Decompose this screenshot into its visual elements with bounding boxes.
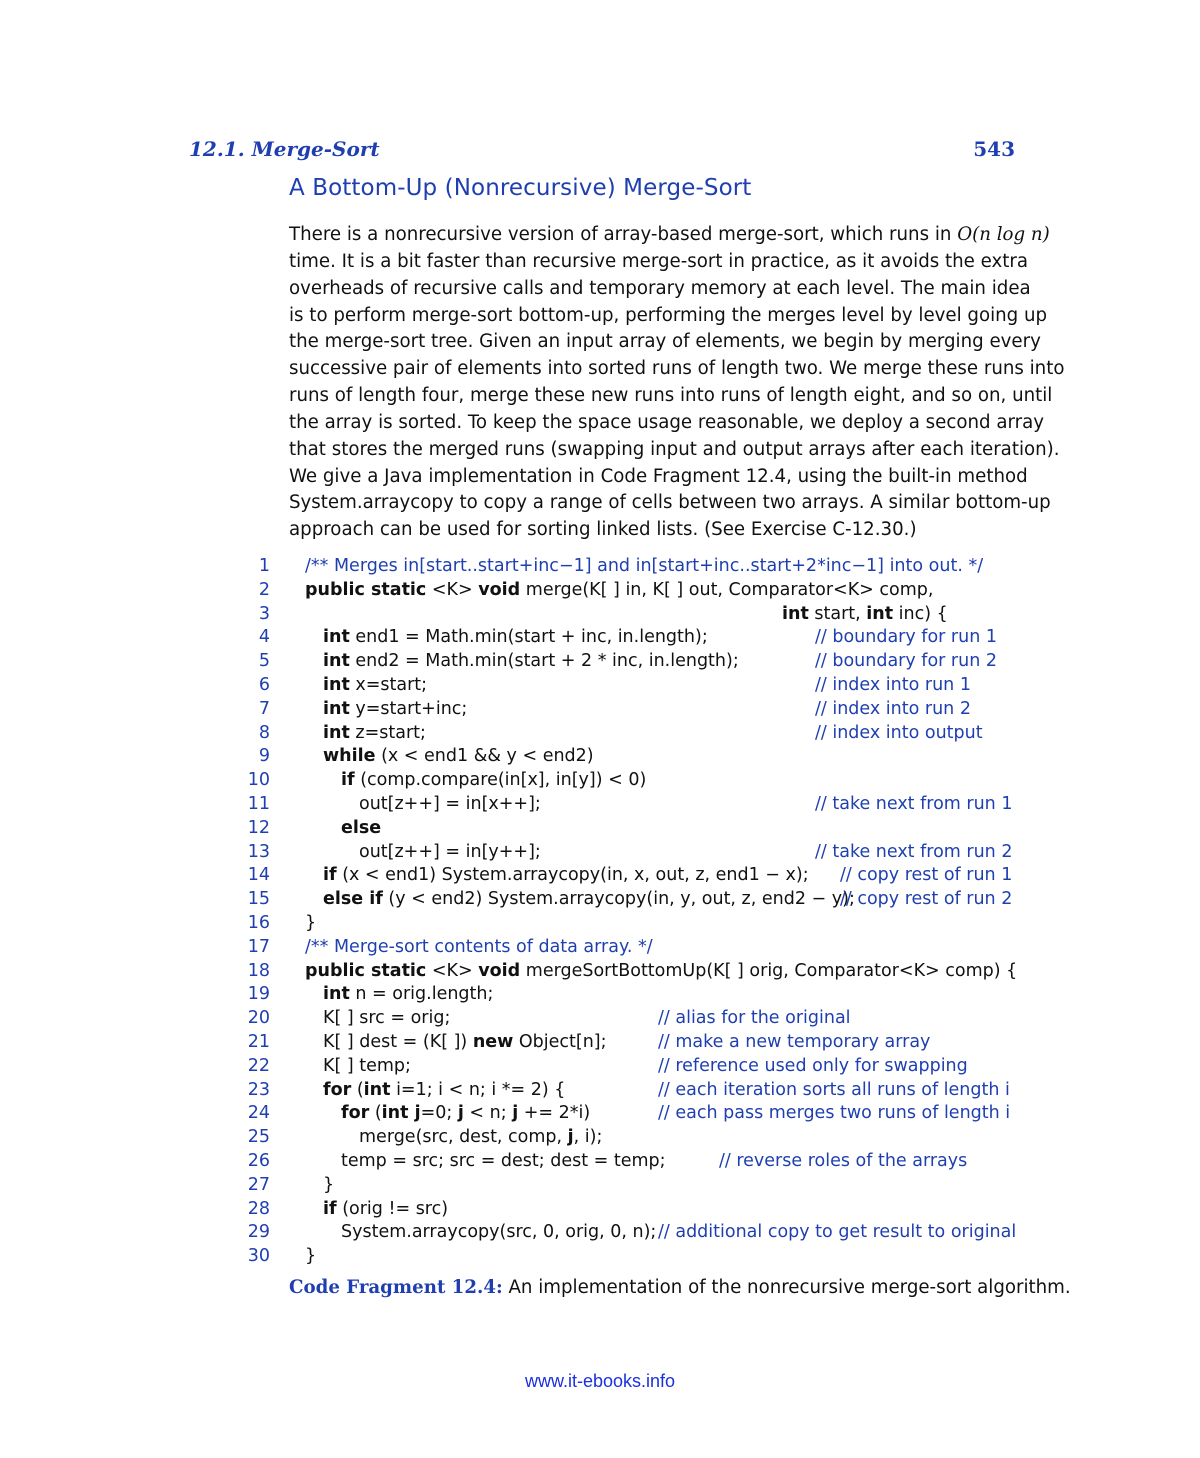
line-number: 7 <box>258 698 270 719</box>
line-number: 30 <box>247 1246 270 1267</box>
paragraph-line <box>289 383 1053 410</box>
code-comment: // boundary for run 1 <box>815 627 997 648</box>
line-number: 15 <box>247 889 270 910</box>
code-text <box>305 580 933 600</box>
code-token: Object[n]; <box>513 1031 607 1052</box>
paragraph-line <box>289 490 1051 517</box>
code-text <box>323 651 739 671</box>
line-number: 27 <box>247 1174 270 1195</box>
code-keyword: j <box>567 1127 574 1148</box>
code-line <box>240 1080 1030 1104</box>
paragraph-line <box>289 517 1015 544</box>
code-token: K[ ] dest = (K[ ]) <box>323 1031 473 1052</box>
code-text <box>323 627 708 647</box>
code-text <box>341 818 381 838</box>
code-token: System.arraycopy(src, 0, orig, 0, n); <box>341 1222 657 1243</box>
line-number: 12 <box>247 817 270 838</box>
code-line <box>240 913 1030 937</box>
code-token: (x < end1 && y < end2) <box>375 746 594 767</box>
code-line <box>240 1056 1030 1080</box>
code-line <box>240 746 1030 770</box>
line-number: 19 <box>247 984 270 1005</box>
code-token: n = orig.length; <box>349 984 494 1005</box>
line-number: 28 <box>247 1198 270 1219</box>
math-expression: O(n log n) <box>957 224 1050 245</box>
line-number: 14 <box>247 865 270 886</box>
line-number: 2 <box>258 579 270 600</box>
code-comment: // make a new temporary array <box>658 1031 931 1052</box>
code-keyword: int <box>782 603 809 624</box>
code-text <box>305 961 1017 981</box>
code-keyword: if <box>341 770 355 791</box>
code-keyword: public static <box>305 579 427 600</box>
code-token: } <box>305 912 317 933</box>
paragraph-text: the merge-sort tree. Given an input array of elements, we begin by merging every <box>289 331 1041 353</box>
line-number: 23 <box>247 1079 270 1100</box>
code-keyword: int <box>323 698 350 719</box>
paragraph-text: overheads of recursive calls and temporary memory at each level. The main idea <box>289 277 1031 299</box>
line-number: 8 <box>258 722 270 743</box>
paragraph-line <box>289 437 1060 464</box>
code-text <box>359 794 541 814</box>
paragraph-text: There is a nonrecursive version of array-based merge-sort, which runs in <box>289 224 958 245</box>
paragraph-line <box>289 303 1048 330</box>
code-comment: // take next from run 2 <box>815 841 1013 862</box>
code-keyword: void <box>478 579 521 600</box>
code-line <box>240 842 1030 866</box>
code-line <box>240 865 1030 889</box>
code-text <box>782 604 948 624</box>
code-line <box>240 961 1030 985</box>
code-token: mergeSortBottomUp(K[ ] orig, Comparator<K> comp) { <box>520 960 1018 981</box>
code-line <box>240 1008 1030 1032</box>
code-token: (orig != src) <box>336 1198 449 1219</box>
code-keyword: public static <box>305 960 427 981</box>
caption-label: Code Fragment 12.4: <box>289 1277 503 1298</box>
code-token: <K> <box>426 960 479 981</box>
line-number: 22 <box>247 1055 270 1076</box>
code-token: inc) { <box>893 603 948 624</box>
code-token: ( <box>351 1079 364 1100</box>
code-token: (x < end1) System.arraycopy(in, x, out, z, end1 − x); <box>336 865 809 886</box>
code-comment: // reference used only for swapping <box>658 1055 968 1076</box>
code-text <box>323 723 426 743</box>
paragraph-line <box>289 222 1050 249</box>
code-token: start, <box>808 603 867 624</box>
code-keyword: while <box>323 746 376 767</box>
line-number: 6 <box>258 674 270 695</box>
paragraph-line <box>289 356 1065 383</box>
code-comment: // reverse roles of the arrays <box>719 1150 968 1171</box>
code-keyword: j <box>512 1103 519 1124</box>
code-token: merge(K[ ] in, K[ ] out, Comparator<K> comp, <box>520 579 934 600</box>
code-token: end2 = Math.min(start + 2 * inc, in.length); <box>349 651 739 672</box>
paragraph-text: runs of length four, merge these new runs into runs of length eight, and so on, until <box>289 385 1053 407</box>
code-text <box>305 937 653 957</box>
code-text <box>305 913 316 933</box>
code-text <box>305 556 983 576</box>
code-line <box>240 1032 1030 1056</box>
code-line <box>240 1151 1030 1175</box>
page-number: 543 <box>973 137 1015 161</box>
code-line <box>240 794 1030 818</box>
code-line <box>240 818 1030 842</box>
code-line <box>240 675 1030 699</box>
line-number: 20 <box>247 1008 270 1029</box>
code-text <box>323 1032 607 1052</box>
code-line <box>240 723 1030 747</box>
line-number: 13 <box>247 841 270 862</box>
code-text <box>341 1222 656 1242</box>
code-token: } <box>323 1174 335 1195</box>
code-text <box>323 675 427 695</box>
paragraph-text: approach can be used for sorting linked lists. (See Exercise C-12.30.) <box>289 519 917 541</box>
code-line <box>240 1127 1030 1151</box>
code-token: y=start+inc; <box>349 698 468 719</box>
code-comment: // each pass merges two runs of length i <box>658 1103 1011 1124</box>
code-keyword: if <box>323 1198 337 1219</box>
line-number: 10 <box>247 770 270 791</box>
paragraph-line <box>289 276 1031 303</box>
code-line <box>240 1199 1030 1223</box>
code-keyword: j <box>457 1103 464 1124</box>
code-token: out[z++] = in[x++]; <box>359 793 541 814</box>
body-paragraph <box>289 222 1065 544</box>
caption-text: An implementation of the nonrecursive merge-sort algorithm. <box>502 1277 1071 1298</box>
paragraph-line <box>289 329 1041 356</box>
code-keyword: int <box>323 722 350 743</box>
code-token: z=start; <box>349 722 426 743</box>
section-header: 12.1. Merge-Sort <box>189 137 380 161</box>
code-comment: // alias for the original <box>658 1008 851 1029</box>
line-number: 16 <box>247 912 270 933</box>
line-number: 18 <box>247 960 270 981</box>
code-token: (comp.compare(in[x], in[y]) < 0) <box>354 770 647 791</box>
code-keyword: else if <box>323 889 383 910</box>
line-number: 24 <box>247 1103 270 1124</box>
line-number: 4 <box>258 627 270 648</box>
code-text <box>323 1008 450 1028</box>
code-token: x=start; <box>349 674 428 695</box>
paragraph-text: the array is sorted. To keep the space usage reasonable, we deploy a second array <box>289 411 1045 433</box>
code-line <box>240 580 1030 604</box>
code-line <box>240 1246 1030 1270</box>
code-comment: // index into run 1 <box>815 674 971 695</box>
code-line <box>240 1222 1030 1246</box>
code-token: end1 = Math.min(start + inc, in.length); <box>349 627 708 648</box>
code-text <box>323 1080 565 1100</box>
code-doc-comment: /** Merge-sort contents of data array. */ <box>305 936 653 957</box>
code-token: } <box>305 1246 317 1267</box>
code-keyword: int <box>323 984 350 1005</box>
code-text <box>323 746 594 766</box>
paragraph-text: successive pair of elements into sorted runs of length two. We merge these runs into <box>289 358 1065 380</box>
code-line <box>240 889 1030 913</box>
code-line <box>240 984 1030 1008</box>
paragraph-text: is to perform merge-sort bottom-up, performing the merges level by level going up <box>289 304 1048 326</box>
paragraph-line <box>289 464 1028 491</box>
code-token: i=1; i < n; i *= 2) { <box>390 1079 566 1100</box>
code-comment: // each iteration sorts all runs of length i <box>658 1079 1010 1100</box>
code-comment: // index into run 2 <box>815 698 971 719</box>
code-token: out[z++] = in[y++]; <box>359 841 541 862</box>
code-line <box>240 556 1030 580</box>
code-token: += 2*i) <box>518 1103 591 1124</box>
line-number: 5 <box>258 651 270 672</box>
line-number: 25 <box>247 1127 270 1148</box>
code-token: temp = src; src = dest; dest = temp; <box>341 1150 666 1171</box>
code-keyword: int <box>323 627 350 648</box>
code-comment: // take next from run 1 <box>815 793 1013 814</box>
code-keyword: for <box>323 1079 352 1100</box>
paragraph-line <box>289 249 1029 276</box>
paragraph-text: We give a Java implementation in Code Fragment 12.4, using the built-in method <box>289 465 1028 487</box>
code-line <box>240 651 1030 675</box>
code-text <box>323 984 493 1004</box>
section-title: A Bottom-Up (Nonrecursive) Merge-Sort <box>289 175 752 201</box>
code-line <box>240 937 1030 961</box>
code-text <box>359 1127 602 1147</box>
code-comment: // additional copy to get result to original <box>658 1222 1017 1243</box>
code-token: =0; <box>420 1103 458 1124</box>
code-keyword: if <box>323 865 337 886</box>
code-line <box>240 604 1030 628</box>
code-line <box>240 770 1030 794</box>
running-head <box>189 137 1015 167</box>
code-text <box>323 1056 411 1076</box>
code-comment: // copy rest of run 1 <box>840 865 1013 886</box>
code-keyword: for <box>341 1103 370 1124</box>
code-keyword: int j <box>381 1103 421 1124</box>
code-line <box>240 627 1030 651</box>
code-keyword: void <box>478 960 521 981</box>
code-token: ( <box>369 1103 382 1124</box>
code-text <box>341 1151 666 1171</box>
line-number: 29 <box>247 1222 270 1243</box>
line-number: 9 <box>258 746 270 767</box>
line-number: 17 <box>247 936 270 957</box>
footer-link[interactable]: www.it-ebooks.info <box>524 1371 676 1391</box>
code-keyword: int <box>323 651 350 672</box>
code-keyword: else <box>341 817 382 838</box>
line-number: 1 <box>258 556 270 576</box>
code-line <box>240 1103 1030 1127</box>
paragraph-text: System.arraycopy to copy a range of cells between two arrays. A similar bottom-up <box>289 492 1051 514</box>
code-line <box>240 1175 1030 1199</box>
code-text <box>305 1246 316 1266</box>
code-keyword: int <box>323 674 350 695</box>
code-token: < n; <box>463 1103 513 1124</box>
code-text <box>323 865 809 885</box>
paragraph-text: that stores the merged runs (swapping input and output arrays after each iteration). <box>289 438 1060 460</box>
code-text <box>323 699 467 719</box>
code-comment: // boundary for run 2 <box>815 651 997 672</box>
code-comment: // index into output <box>815 722 983 743</box>
code-line <box>240 699 1030 723</box>
line-number: 21 <box>247 1031 270 1052</box>
code-text <box>341 1103 590 1123</box>
line-number: 11 <box>247 793 270 814</box>
code-token: (y < end2) System.arraycopy(in, y, out, z, end2 − y); <box>382 889 855 910</box>
paragraph-text: time. It is a bit faster than recursive merge-sort in practice, as it avoids the extra <box>289 250 1029 272</box>
code-keyword: int <box>363 1079 391 1100</box>
code-fragment <box>240 556 1030 1270</box>
code-token: merge(src, dest, comp, <box>359 1127 568 1148</box>
code-caption <box>289 1277 1071 1298</box>
code-keyword: int <box>866 603 894 624</box>
paragraph-line <box>289 410 1045 437</box>
code-text <box>323 889 855 909</box>
code-token: <K> <box>426 579 479 600</box>
code-token: K[ ] temp; <box>323 1055 411 1076</box>
line-number: 3 <box>258 603 270 624</box>
line-number: 26 <box>247 1150 270 1171</box>
code-token: , i); <box>573 1127 603 1148</box>
code-keyword: new <box>472 1031 514 1052</box>
code-token: K[ ] src = orig; <box>323 1008 451 1029</box>
code-text <box>323 1175 334 1195</box>
code-doc-comment: /** Merges in[start..start+inc−1] and in[start+inc..start+2*inc−1] into out. */ <box>305 556 984 576</box>
code-text <box>323 1199 448 1219</box>
code-text <box>341 770 646 790</box>
code-comment: // copy rest of run 2 <box>840 889 1013 910</box>
code-text <box>359 842 541 862</box>
